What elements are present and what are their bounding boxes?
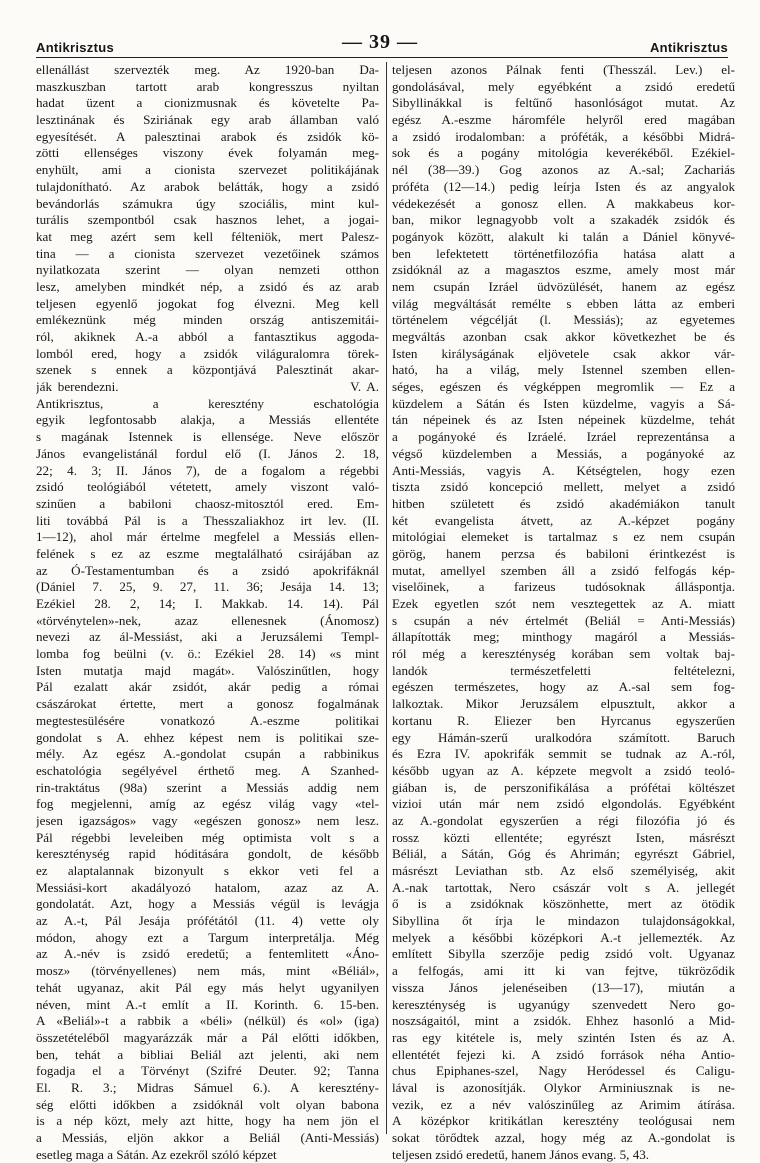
- text-line: kereszténység is ugyanúgy szenvedett Nero go-: [392, 996, 735, 1012]
- text-line: kat meg azért sem kell félteniök, mert Palesz-: [36, 228, 379, 244]
- text-line: Pál régebbi leveleiben még optimista volt s a: [36, 829, 379, 845]
- text-line: sok és a pogány mitológia keverékéből. Ezékiel-: [392, 145, 735, 161]
- text-line: «törvénytelen»-nek, azaz ellenesnek (Ánomosz): [36, 612, 379, 628]
- text-line: lalkoztak. Mikor Jeruzsálem elpusztult, akkor a: [392, 696, 735, 712]
- text-line: lomba fog beülni (v. ö.: Ezékiel 28. 14) «s mint: [36, 646, 379, 662]
- text-line: az Ó-Testamentumban és a zsidó apokrifáknál: [36, 562, 379, 578]
- text-line: zsidóknál az a magasztos eszme, amely most már: [392, 262, 735, 278]
- text-line: egyesítését. A palesztinai arabok és zsidók kö-: [36, 128, 379, 144]
- text-line: Isten mutatja majd magát». Valószinűtlen, hogy: [36, 662, 379, 678]
- text-line: A.-nak tartottak, Nero császár volt s A. jellegét: [392, 879, 735, 895]
- text-line: ez alaptalannak bizonyult s ekkor veti fel a: [36, 863, 379, 878]
- text-line: egyik legfontosabb alakja, a Messiás ellentéte: [36, 412, 379, 428]
- text-line: sokat törődtek azzal, hogy még az A.-gondolat is: [392, 1130, 735, 1145]
- text-line: és Ezra IV. apokrifák semmit se tudnak az A.-ról,: [392, 746, 735, 762]
- text-line: A «Beliál»-t a rabbik a «béli» (nélkül) és «ol» (iga): [36, 1013, 379, 1029]
- header-rule: [36, 57, 728, 58]
- text-line: (Dániel 7. 25, 9. 27, 11. 36; Jesája 14. 13;: [36, 579, 379, 595]
- text-line: ellenállást szervezték meg. Az 1920-ban Da-: [36, 62, 379, 77]
- text-line: mitológiai elemeket is tartalmaz s ez nem csupán: [392, 529, 735, 545]
- text-line: tehát ugyanaz, akit Pál egy más helyt ugyanilyen: [36, 979, 379, 995]
- text-line: egészen természetes, hogy az A.-sal sem fog-: [392, 679, 735, 695]
- text-line: eschatológia segélyével érthető meg. A Szanhed-: [36, 762, 379, 778]
- text-line: két evangelista átvett, az A.-képzet pogány: [392, 512, 735, 528]
- text-line: próféta (12—14.) pedig leírja Isten és az angyalok: [392, 178, 735, 194]
- running-header: [32, 30, 728, 58]
- text-line: maszkuszban tartott arab kongresszus nyiltan: [36, 78, 379, 94]
- text-line: a felfogás, ami itt ki van fejtve, tükröződik: [392, 963, 735, 979]
- text-line: hitben született és zsidó akadémiákon tanult: [392, 495, 735, 511]
- text-line: ban, mikor legnagyobb volt a szakadék zsidók és: [392, 212, 735, 228]
- text-line: fog megjelenni, amíg az egész világ vagy «tel-: [36, 796, 379, 812]
- text-line: küzdelem a Sátán és Isten küzdelme, vagyis a Sá-: [392, 395, 735, 411]
- text-line: zsidó teológiából vétetett, amely viszont való-: [36, 479, 379, 495]
- text-line: tulajdonítható. Az arabok belátták, hogy a zsidó: [36, 178, 379, 194]
- text-line: mutat, amellyel szemben áll a zsidó felfogás kép-: [392, 562, 735, 578]
- text-line: egy Hámán-szerű uralkodóra számított. Baruch: [392, 729, 735, 745]
- text-line: Antikrisztus, a keresztény eschatológia: [36, 395, 379, 411]
- text-line: s csupán a név értelmét (Beliál = Anti-Messiás): [392, 612, 735, 628]
- text-line: Ezek egyetlen szót nem vesztegettek az A. miatt: [392, 596, 735, 611]
- text-line: liti továbbá Pál is a Thesszaliakhoz irt lev. (II.: [36, 512, 379, 528]
- text-line: ben lefektetett történetfilozófia hatása alatt a: [392, 245, 735, 261]
- text-line: a Messiás, eljön akkor a Beliál (Anti-Messiás): [36, 1130, 379, 1145]
- text-line: enyhült, ami a cionista szervezet politikájának: [36, 162, 379, 178]
- text-line: görög, hanem perzsa és babiloni érintkezést is: [392, 545, 735, 561]
- text-line: állapították meg; minthogy magáról a Messiás-: [392, 629, 735, 645]
- text-line: tina — a cionista szervezet vezetőinek számos: [36, 245, 379, 261]
- text-line: kereszténység rapid hóditására gondolt, de később: [36, 846, 379, 862]
- text-line: tán népeinek és az Isten népeinek küzdelme, tehát: [392, 412, 735, 428]
- text-line: lával is azonosítják. Olykor Arminiusznak is ne-: [392, 1079, 735, 1095]
- text-line: szenek s ennek a központjává Palesztinát akar-: [36, 362, 379, 378]
- text-line: rin-traktátus (98a) szerint a Messiás addig nem: [36, 779, 379, 795]
- text-line: ról még a kereszténység korában sem voltak baj-: [392, 646, 735, 662]
- text-line: ras egy kitétele is, mely szintén Isten és az A.: [392, 1029, 735, 1045]
- text-line: ható, ha a világ, mely Istennel szemben ellen-: [392, 362, 735, 378]
- text-line: lesztinának és Sziriának egy arab államban való: [36, 112, 379, 128]
- header-left-title: Antikrisztus: [36, 40, 115, 55]
- text-line: Béliál, a Sátán, Góg és Ahrimán; egyrészt Gábriel,: [392, 846, 735, 862]
- text-line: Anti-Messiás, vagyis A. Kétségtelen, hogy ezen: [392, 462, 735, 478]
- text-line: vizioi után már nem zsidó elgondolás. Egyébként: [392, 796, 735, 812]
- text-line: gondolat s A. ehhez képest nem is politikai sze-: [36, 729, 379, 745]
- text-line: 22; 4. 3; II. János 7), de a fogalom a régebbi: [36, 462, 379, 478]
- text-line: viselőinek, a farizeus tudósoknak álláspontja.: [392, 579, 735, 595]
- text-line: felének s ez az eszme megtalálható csirájában az: [36, 545, 379, 561]
- text-line: El. R. 3.; Midras Sámuel 6.). A keresztény-: [36, 1079, 379, 1095]
- text-line: az A.-név is zsidó eredetű; a fentemlitett «Áno-: [36, 946, 379, 962]
- text-line: gondolásával, mely egyébként a zsidó eredetű: [392, 78, 735, 94]
- text-line: landók természetfeletti feltételezni,: [392, 662, 735, 678]
- text-line: módon, ahogy ezt a Targum interpretálja. Még: [36, 929, 379, 945]
- text-line: lesz, amelyben mindkét nép, a zsidó és az arab: [36, 278, 379, 294]
- text-line: mély. Az egész A.-gondolat csupán a rabbinikus: [36, 746, 379, 762]
- text-line: bevándorlás számukra úgy szociális, mint kul-: [36, 195, 379, 211]
- right-column: [392, 62, 735, 1163]
- text-line: is a nép közt, mely azt hitte, hogy ha nem jön el: [36, 1113, 379, 1129]
- text-line: giában is, de perszonifikálása a prófétai költészet: [392, 779, 735, 795]
- text-line: a zsidó irodalomban: a próféták, a későbbi Midrá-: [392, 128, 735, 144]
- text-line: chus Epiphanes-szel, Nagy Heródessel és Caligu-: [392, 1063, 735, 1079]
- page-number: — 39 —: [342, 31, 418, 53]
- text-line: jesen igazságos» vagy «egészen gonosz» nem lesz.: [36, 812, 379, 828]
- text-line: világ megváltását remélte s ebben látta az emberi: [392, 295, 735, 311]
- text-line: Messiási-kort akadályozó hatalom, azaz az A.: [36, 879, 379, 895]
- text-line: egész A.-eszme háromféle helyről ered magában: [392, 112, 735, 128]
- text-line: tiszta zsidó koncepció mellett, melyet a zsidó: [392, 479, 735, 495]
- text-line: szinűen a babiloni chaosz-mitosztól ered. Em-: [36, 495, 379, 511]
- text-line: Pál ezalatt akár zsidót, akár pedig a római: [36, 679, 379, 695]
- text-line: Isten királyságának eljövetele csak akkor vár-: [392, 345, 735, 361]
- text-line: teljesen egyenlő jogokat fog élvezni. Meg kell: [36, 295, 379, 311]
- text-line: kortanu R. Eliezer ben Hyrcanus egyszerűen: [392, 712, 735, 728]
- text-line: turális szempontból csak hasznos lehet, a jogai-: [36, 212, 379, 228]
- text-line: végső küzdelemben a Messiás, a pogányoké az: [392, 445, 735, 461]
- text-line: később ugyan az A. képzete megvolt a zsidó teoló-: [392, 762, 735, 778]
- text-line: történelem végcélját (l. Messiás); az egyetemes: [392, 312, 735, 328]
- text-line: császárokat értette, mert a gonosz fogalmának: [36, 696, 379, 712]
- text-line: ról, akiknek A.-a abból a fantasztikus aggoda-: [36, 329, 379, 344]
- text-line: 1—12), ahol már értelme megfelel a Messiás ellen-: [36, 529, 379, 545]
- text-line: megtestesülésére vonatkozó A.-eszme politikai: [36, 712, 379, 728]
- text-line: lomból ered, hogy a zsidók világuralomra törek-: [36, 345, 379, 361]
- text-line: ő is a zsidóknak köszönhette, mert az ötödik: [392, 896, 735, 912]
- text-line: néven, mint A.-t említ a II. Korinth. 6. 15-ben.: [36, 996, 379, 1012]
- text-line: az A.-gondolat egyszerűen a régi filozófia jó és: [392, 812, 735, 828]
- text-line: ják berendezni. V. A.: [36, 379, 379, 395]
- text-line: emlékeznünk még minden ország antiszemitái-: [36, 312, 379, 328]
- text-line: megváltás azonban csak akkor következhet be és: [392, 329, 735, 344]
- text-line: pogányok között, alakult ki talán a Dániel könyvé-: [392, 228, 735, 244]
- column-divider: [386, 62, 387, 1134]
- text-line: nem csupán Izráel üdvözülését, hanem az egész: [392, 278, 735, 294]
- text-line: Ezékiel 28. 2, 14; I. Makkab. 14. 14). Pál: [36, 596, 379, 611]
- text-line: ben, tehát a bibliai Beliál azt jelenti, aki nem: [36, 1046, 379, 1062]
- text-line: nyilatkozata szerint — olyan nemzeti otthon: [36, 262, 379, 278]
- text-line: rossz közti ellentéte; egyrészt Isten, másrészt: [392, 829, 735, 845]
- text-line: mosz» (törvényellenes) nem más, mint «Béliál»,: [36, 963, 379, 979]
- text-line: séges, egészen és végképpen megromlik — Ez a: [392, 379, 735, 395]
- text-line: gondolatát. Azt, hogy a Messiás végül is levágja: [36, 896, 379, 912]
- text-line: ellentétét fejezi ki. A zsidó források néha Antio-: [392, 1046, 735, 1062]
- text-line: fogadja el a Törvényt (Szifré Deuter. 92; Tanna: [36, 1063, 379, 1079]
- text-line: melyek a későbbi középkori A.-t jellemezték. Az: [392, 929, 735, 945]
- text-line: nevezi az ál-Messiást, aki a Jeruzsálemi Templ-: [36, 629, 379, 645]
- text-line: A középkor kritikátlan keresztény teológusai nem: [392, 1113, 735, 1129]
- text-line: s magának Istennek is ellensége. Neve először: [36, 429, 379, 445]
- text-line: az A.-t, Pál Jesája prófétától (11. 4) vette oly: [36, 913, 379, 929]
- text-line: másrészt Leviathan stb. Az első személyiség, akit: [392, 863, 735, 878]
- text-line: teljesen zsidó eredetű, hanem János evang. 5, 43.: [392, 1146, 650, 1162]
- text-line: a pogányoké és Izráelé. Izráel reprezentánsa a: [392, 429, 735, 445]
- text-line: esetleg maga a Sátán. Az ezekről szóló képzet: [36, 1146, 277, 1162]
- text-line: teljesen azonos Pálnak fenti (Thesszál. Lev.) el-: [392, 62, 735, 77]
- text-line: nél (38—39.) Gog azonos az A.-sal; Zachariás: [392, 162, 735, 178]
- left-column: [36, 62, 379, 1163]
- text-line: ség előtti időkben a zsidóknál volt olyan babona: [36, 1096, 379, 1112]
- text-line: vissza János jelenéseiben (13—17), miután a: [392, 979, 735, 995]
- text-line: összetételéből magyarázzák már a Pál előtti időkben,: [36, 1029, 379, 1045]
- header-right-title: Antikrisztus: [649, 40, 728, 55]
- text-line: védekezését a gonosz ellen. A makkabeus kor-: [392, 195, 735, 211]
- text-line: említett Sibylla szerzője pedig zsidó volt. Ugyanaz: [392, 946, 735, 962]
- text-line: Sibyllina őt írja le mindazon tulajdonságokkal,: [392, 913, 735, 929]
- text-line: Sibyllinákkal is feltűnő hasonlóságot mutat. Az: [392, 95, 735, 111]
- text-line: János evangelistánál fordul elő (I. János 2. 18,: [36, 445, 379, 461]
- text-line: vezik, ez a név valószinűleg az Arimim átírása.: [392, 1096, 735, 1112]
- text-line: hadat üzent a cionizmusnak és követelte Pa-: [36, 95, 379, 111]
- text-line: noszságaitól, mint a zsidók. Ehhez hasonló a Mid-: [392, 1013, 735, 1029]
- text-line: zötti ellenséges viszony évek folyamán meg-: [36, 145, 379, 161]
